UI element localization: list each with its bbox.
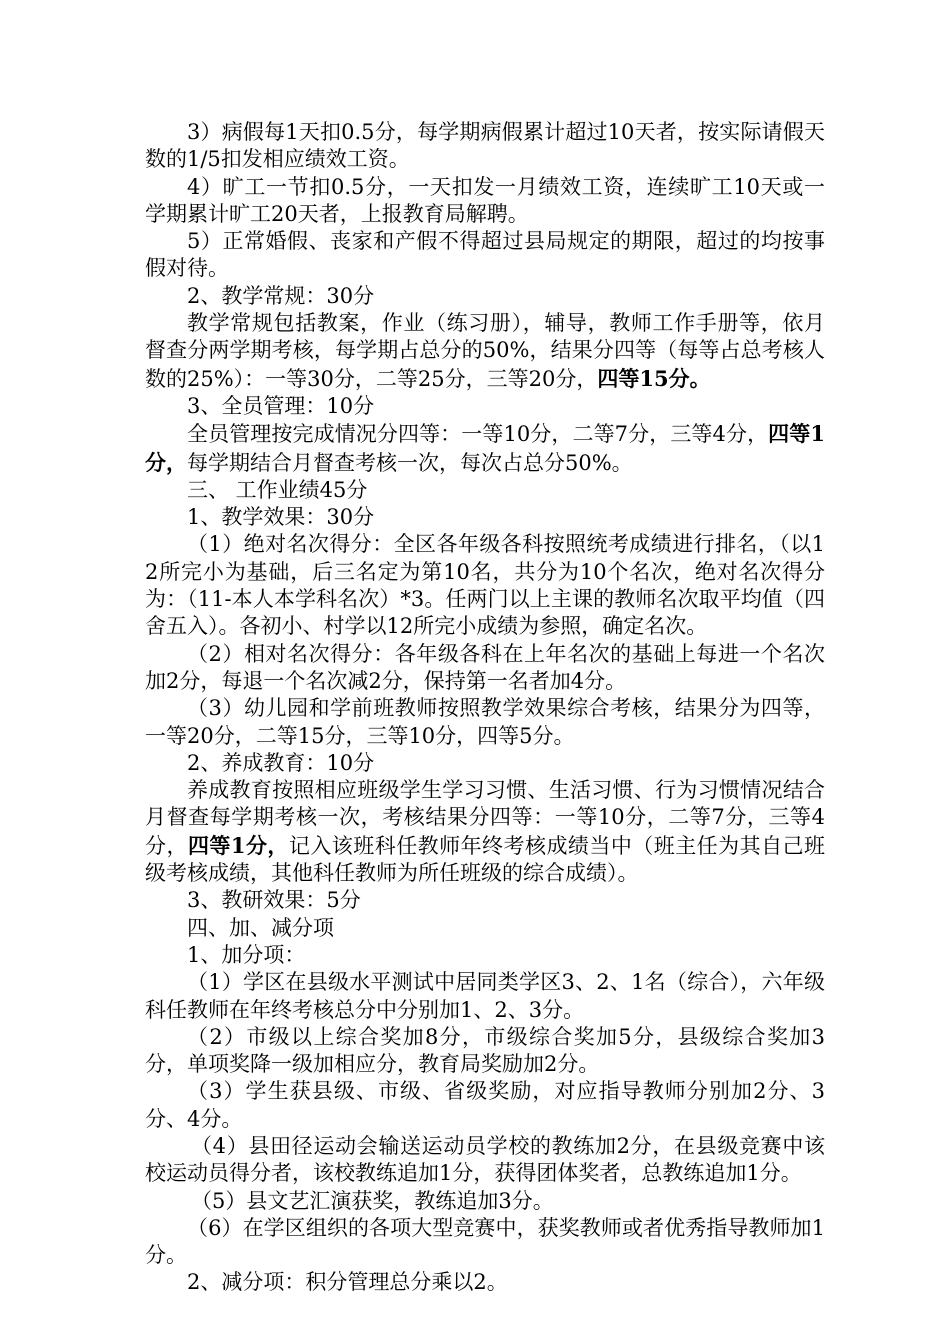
heading-teaching-effect: 1、教学效果：30分	[187, 505, 375, 530]
bold-text: 四等1分，	[145, 421, 825, 475]
paragraph-text: 教学常规包括教案，作业（练习册），辅导，教师工作手册等，依月督查分两学期考核，每学期占总分的50%，结果分四等（每等占总考核人数的25%）：一等30分，二等25分，三等20分，	[145, 311, 825, 391]
paragraph-kindergarten: （3）幼儿园和学前班教师按照教学效果综合考核，结果分为四等，一等20分，二等15分，三等10分，四等5分。	[145, 696, 825, 748]
heading-research-effect: 3、教研效果：5分	[187, 888, 361, 913]
paragraph-teaching-routine	[145, 310, 825, 393]
paragraph-relative-rank: （2）相对名次得分：各年级各科在上年名次的基础上每进一个名次加2分，每退一个名次减2分，保持第一名者加4分。	[145, 641, 825, 693]
paragraph-sick-leave: 3）病假每1天扣0.5分，每学期病假累计超过10天者，按实际请假天数的1/5扣发相应绩效工资。	[145, 120, 825, 172]
paragraph-marriage-leave: 5）正常婚假、丧家和产假不得超过县局规定的期限，超过的均按事假对待。	[145, 229, 825, 281]
paragraph-bonus-3: （3）学生获县级、市级、省级奖励，对应指导教师分别加2分、3分、4分。	[145, 1079, 825, 1131]
paragraph-bonus-6: （6）在学区组织的各项大型竞赛中，获奖教师或者优秀指导教师加1分。	[145, 1215, 825, 1268]
heading-add-subtract: 四、加、减分项	[187, 915, 334, 940]
heading-staff-management: 3、全员管理：10分	[187, 393, 375, 418]
paragraph-absenteeism: 4）旷工一节扣0.5分，一天扣发一月绩效工资，连续旷工10天或一学期累计旷工20天者，上报教育局解聘。	[145, 174, 825, 226]
paragraph-absolute-rank: （1）绝对名次得分：全区各年级各科按照统考成绩进行排名，（以12所完小为基础，后三名定为第10名，共分为10个名次，绝对名次得分为：（11-本人本学科名次）*3。任两门以上主课的教师名次取平均值（四舍五入）。各初小、村学以12所完小成绩为参照，确定名次。	[145, 532, 825, 639]
paragraph-bonus-5: （5）县文艺汇演获奖，教练追加3分。	[191, 1188, 554, 1213]
paragraph-staff-management	[145, 420, 825, 477]
paragraph-text: 养成教育按照相应班级学生学习习惯、生活习惯、行为习惯情况结合月督查每学期考核一次，考核结果分四等：一等10分，二等7分，三等4分，	[145, 778, 825, 858]
heading-work-performance: 三、 工作业绩45分	[187, 477, 368, 502]
bold-text: 四等15分。	[597, 365, 711, 391]
paragraph-text-continued: 每学期结合月督查考核一次，每次占总分50%。	[187, 450, 633, 475]
heading-habit-education: 2、养成教育：10分	[187, 750, 375, 775]
bold-text: 四等1分，	[187, 832, 289, 858]
paragraph-bonus-2: （2）市级以上综合奖加8分，市级综合奖加5分，县级综合奖加3分，单项奖降一级加相应分，教育局奖励加2分。	[145, 1024, 825, 1077]
paragraph-bonus-1: （1）学区在县级水平测试中居同类学区3、2、1名（综合），六年级科任教师在年终考核总分中分别加1、2、3分。	[145, 970, 825, 1022]
paragraph-bonus-4: （4）县田径运动会输送运动员学校的教练加2分，在县级竞赛中该校运动员得分者，该校教练追加1分，获得团体奖者，总教练追加1分。	[145, 1133, 825, 1186]
paragraph-deduction: 2、减分项：积分管理总分乘以2。	[187, 1270, 508, 1295]
paragraph-habit-education	[145, 777, 825, 887]
paragraph-text-continued: 记入该班科任教师年终考核成绩当中（班主任为其自己班级考核成绩，其他科任教师为所任班级的综合成绩）。	[145, 833, 826, 886]
heading-teaching-routine: 2、教学常规：30分	[187, 283, 375, 308]
document-body	[145, 119, 825, 1297]
paragraph-text: 全员管理按完成情况分四等：一等10分，二等7分，三等4分，	[187, 422, 769, 447]
heading-bonus-items: 1、加分项：	[187, 942, 306, 967]
